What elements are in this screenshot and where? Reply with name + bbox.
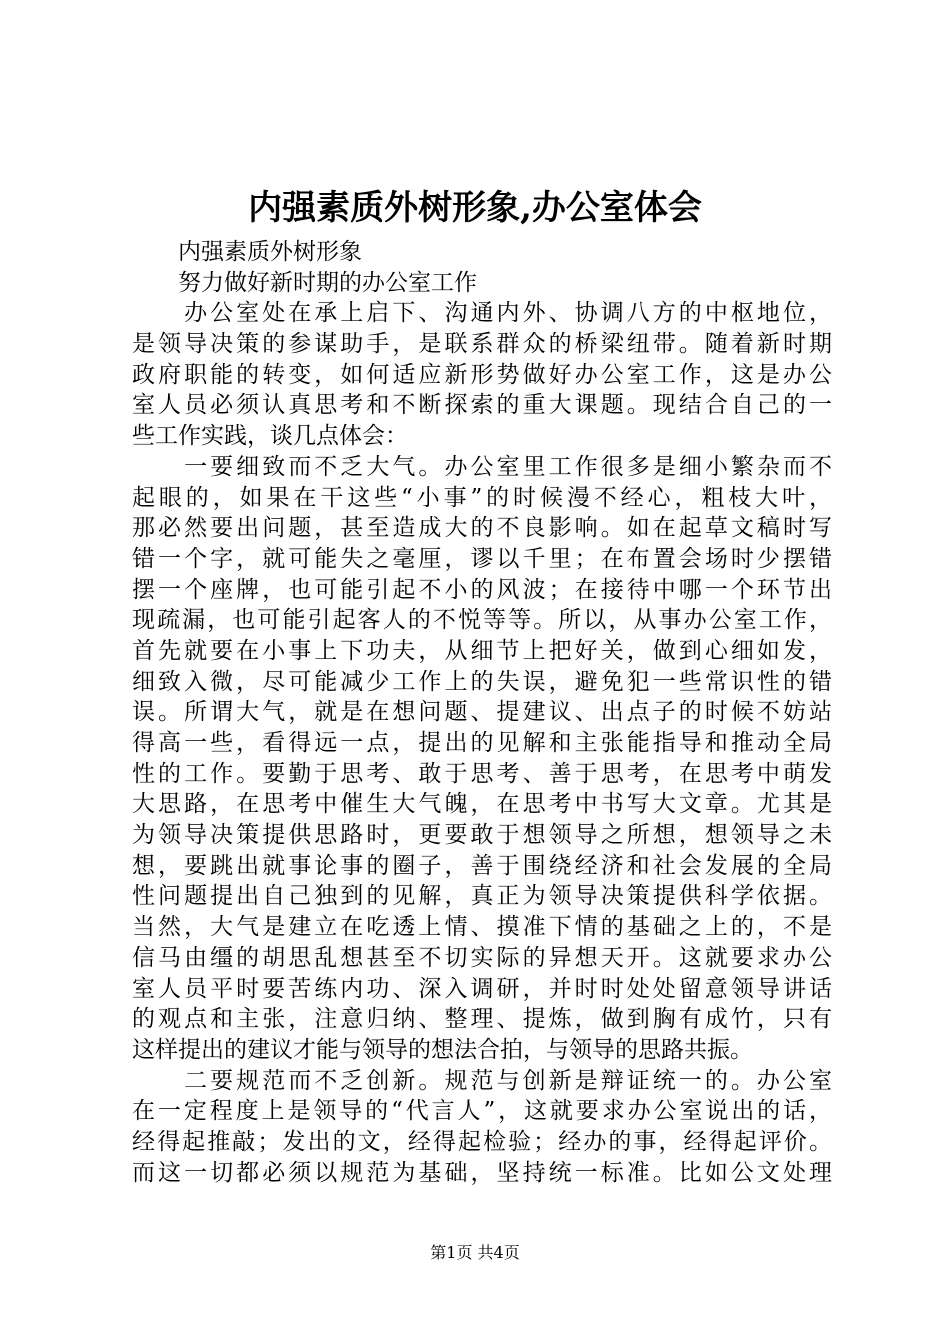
- text-line: 室人员必须认真思考和不断探索的重大课题。现结合自己的一: [132, 392, 832, 419]
- text-line: 内强素质外树形象: [132, 239, 362, 265]
- text-line: 的观点和主张，注意归纳、整理、提炼，做到胸有成竹，只有: [132, 1006, 832, 1033]
- text-line: 性的工作。要勤于思考、敢于思考、善于思考，在思考中萌发: [132, 760, 832, 787]
- text-line: 二要规范而不乏创新。规范与创新是辩证统一的。办公室: [132, 1067, 832, 1094]
- text-line: 误。所谓大气，就是在想问题、提建议、出点子的时候不妨站: [132, 699, 832, 726]
- page-footer: 第1页 共4页: [430, 1243, 520, 1262]
- text-line: 细致入微，尽可能减少工作上的失误，避免犯一些常识性的错: [132, 668, 832, 695]
- text-line: 办公室处在承上启下、沟通内外、协调八方的中枢地位，: [132, 300, 832, 327]
- text-line: 努力做好新时期的办公室工作: [132, 269, 477, 296]
- text-line: 性问题提出自己独到的见解，真正为领导决策提供科学依据。: [132, 883, 832, 910]
- text-line: 经得起推敲；发出的文，经得起检验；经办的事，经得起评价。: [132, 1128, 832, 1155]
- text-line: 大思路，在思考中催生大气魄，在思考中书写大文章。尤其是: [132, 791, 832, 818]
- text-line: 想，要跳出就事论事的圈子，善于围绕经济和社会发展的全局: [132, 852, 832, 879]
- text-line: 是领导决策的参谋助手，是联系群众的桥梁纽带。随着新时期: [132, 331, 832, 358]
- text-line: 起眼的，如果在干这些“小事”的时候漫不经心，粗枝大叶，: [132, 484, 832, 511]
- text-line: 那必然要出问题，甚至造成大的不良影响。如在起草文稿时写: [132, 515, 832, 542]
- text-line: 得高一些，看得远一点，提出的见解和主张能指导和推动全局: [132, 730, 832, 756]
- text-line: 在一定程度上是领导的“代言人”，这就要求办公室说出的话，: [132, 1098, 832, 1125]
- text-line: 当然，大气是建立在吃透上情、摸准下情的基础之上的，不是: [132, 914, 832, 941]
- text-line: 些工作实践，谈几点体会：: [132, 423, 408, 450]
- text-line: 首先就要在小事上下功夫，从细节上把好关，做到心细如发，: [132, 637, 832, 664]
- text-line: 这样提出的建议才能与领导的想法合拍，与领导的思路共振。: [132, 1036, 753, 1063]
- text-line: 错一个字，就可能失之毫厘，谬以千里；在布置会场时少摆错: [132, 545, 832, 572]
- text-line: 摆一个座牌，也可能引起不小的风波；在接待中哪一个环节出: [132, 576, 832, 603]
- text-line: 而这一切都必须以规范为基础，坚持统一标准。比如公文处理: [132, 1159, 832, 1186]
- text-line: 为领导决策提供思路时，更要敢于想领导之所想，想领导之未: [132, 822, 832, 849]
- body-text: [132, 237, 832, 1188]
- text-line: 一要细致而不乏大气。办公室里工作很多是细小繁杂而不: [132, 453, 832, 480]
- text-line: 信马由缰的胡思乱想甚至不切实际的异想天开。这就要求办公: [132, 944, 832, 971]
- page-title: 内强素质外树形象,办公室体会: [248, 188, 702, 228]
- text-line: 政府职能的转变，如何适应新形势做好办公室工作，这是办公: [132, 361, 832, 388]
- text-line: 室人员平时要苦练内功、深入调研，并时时处处留意领导讲话: [132, 975, 832, 1002]
- text-line: 现疏漏，也可能引起客人的不悦等等。所以，从事办公室工作，: [132, 607, 832, 634]
